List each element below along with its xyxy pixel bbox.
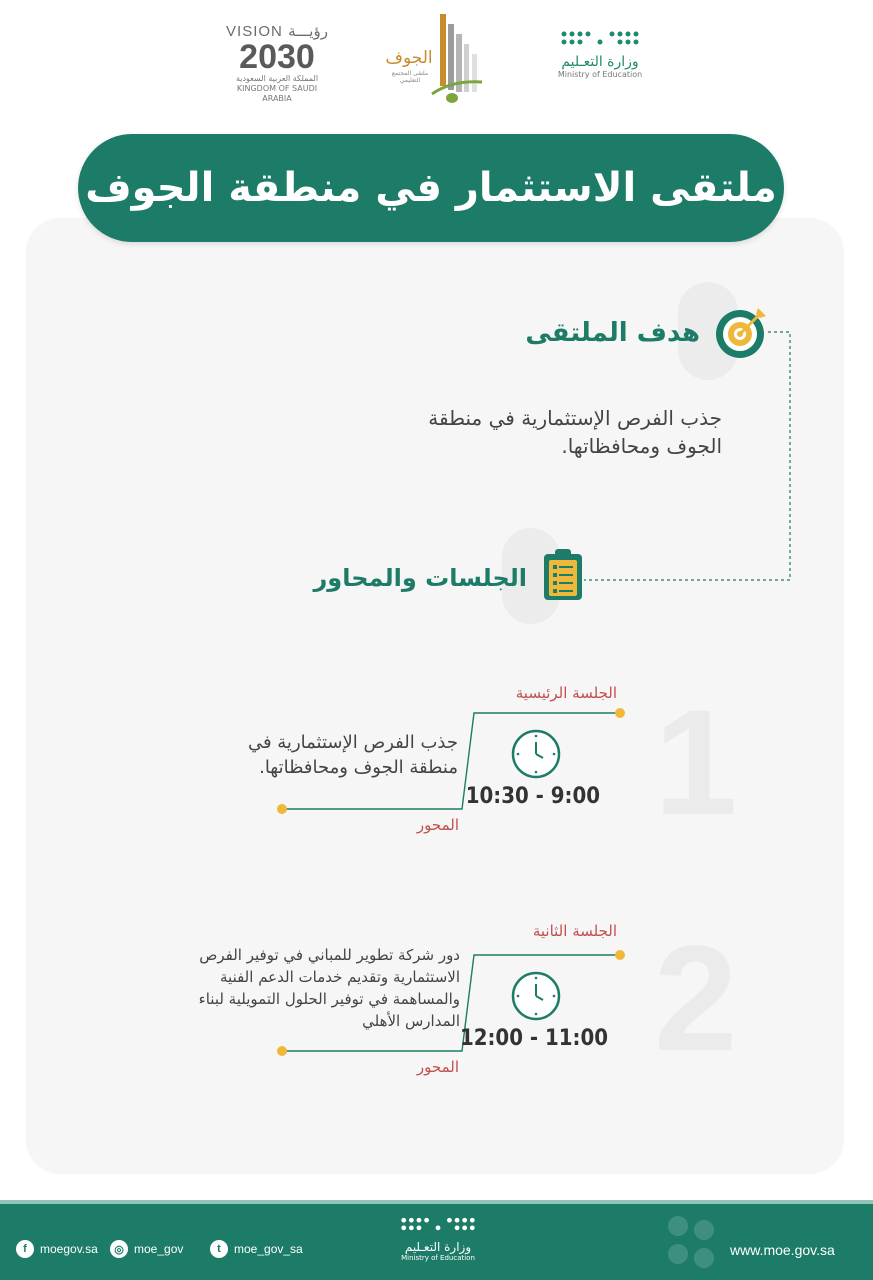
moe-dots-icon: [398, 1214, 478, 1236]
facebook-icon: f: [16, 1240, 34, 1258]
clock-icon: [510, 970, 562, 1022]
footer-dots-decoration: [660, 1210, 730, 1280]
instagram-link[interactable]: [110, 1240, 183, 1258]
moe-logo: [534, 28, 666, 94]
goal-heading: هدف الملتقى: [525, 318, 700, 348]
jouf-logo-sub: ملتقى المجتمع التعليمي: [391, 70, 429, 84]
twitter-handle: moe_gov_sa: [234, 1242, 303, 1256]
footer: [0, 1204, 873, 1280]
moe-logo-en: Ministry of Education: [557, 70, 643, 79]
clock-icon: [510, 728, 562, 780]
session-1-axis-label: المحور: [416, 816, 459, 834]
vision-sub-ar: المملكة العربية السعودية: [235, 74, 319, 83]
jouf-forum-logo: [382, 10, 492, 106]
instagram-icon: ◎: [110, 1240, 128, 1258]
title-banner: [78, 134, 784, 242]
session-2-label: الجلسة الثانية: [532, 922, 617, 940]
page-title: ملتقى الاستثمار في منطقة الجوف: [85, 165, 777, 211]
facebook-handle: moegov.sa: [40, 1242, 98, 1256]
moe-dots-icon: [558, 28, 642, 50]
session-1-time: 9:00 - 10:30: [465, 784, 600, 809]
session-1-number: 1: [654, 678, 738, 846]
goal-text: جذب الفرص الإستثمارية في منطقة الجوف ومحافظاتها.: [428, 406, 722, 458]
facebook-link[interactable]: [16, 1240, 98, 1258]
vision-year: 2030: [239, 38, 315, 76]
footer-moe-ar: وزارة التعـليم: [404, 1240, 472, 1254]
session-2-time: 11:00 - 12:00: [459, 1026, 608, 1051]
moe-logo-ar: وزارة التعـليم: [561, 54, 639, 70]
clipboard-icon: [540, 546, 586, 602]
session-2-text: دور شركة تطوير للمباني في توفير الفرص الاستثمارية وتقديم خدمات الدعم الفنية والمساهمة في توفير الحلول التمويلية لبناء المدارس الأهلي: [198, 946, 460, 1030]
instagram-handle: moe_gov: [134, 1242, 184, 1256]
session-1-text: جذب الفرص الإستثمارية في منطقة الجوف ومحافظاتها.: [247, 732, 458, 778]
dashed-connector: [580, 328, 794, 586]
twitter-link[interactable]: [210, 1240, 303, 1258]
session-1-label: الجلسة الرئيسية: [515, 684, 617, 702]
session-2-axis-label: المحور: [416, 1058, 459, 1076]
website-link[interactable]: www.moe.gov.sa: [730, 1242, 835, 1258]
footer-moe-en: Ministry of Education: [401, 1254, 475, 1262]
vision-sub-en: KINGDOM OF SAUDI ARABIA: [236, 84, 318, 103]
sessions-heading: الجلسات والمحاور: [313, 564, 527, 592]
jouf-logo-text: الجوف: [385, 48, 433, 68]
vision-label: VISION رؤيـــة: [226, 23, 328, 40]
twitter-icon: t: [210, 1240, 228, 1258]
vision-2030-logo: [222, 22, 332, 103]
session-2-number: 2: [654, 914, 738, 1082]
footer-moe-logo: [378, 1214, 498, 1262]
